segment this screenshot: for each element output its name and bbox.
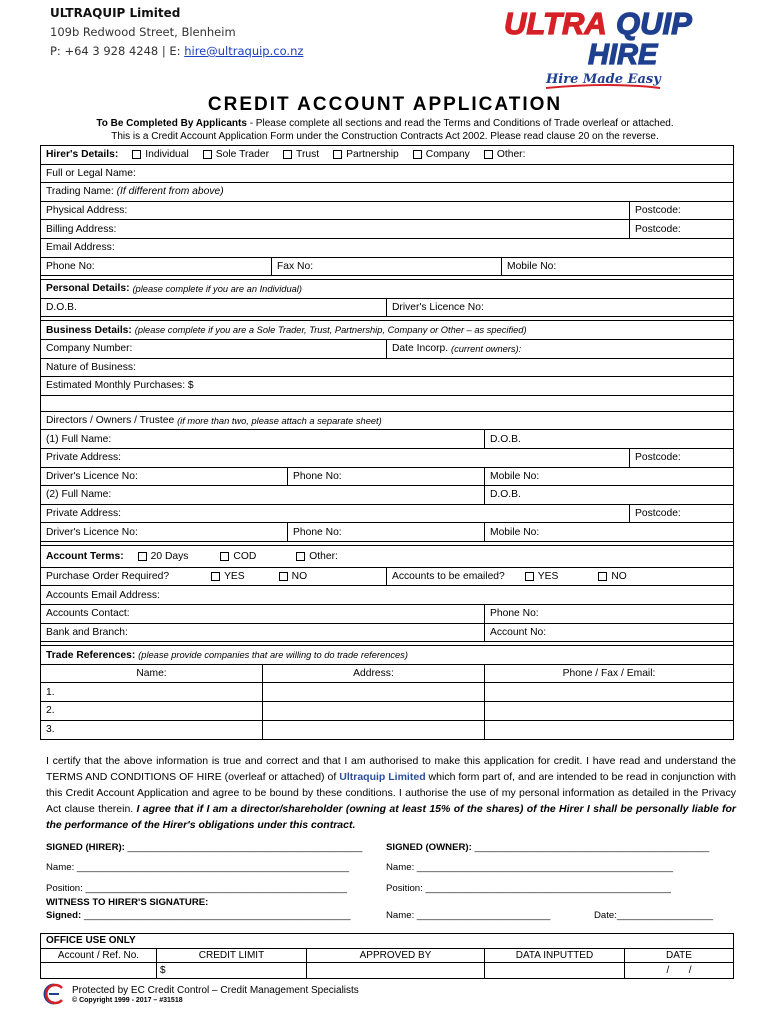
trade-references-header: Trade References: (please provide companies that are willing to do trade references) bbox=[41, 646, 733, 665]
form-title: CREDIT ACCOUNT APPLICATION bbox=[207, 94, 563, 115]
trade-references-columns: Name: Address: Phone / Fax / Email: bbox=[41, 665, 733, 684]
checkbox-po-no[interactable] bbox=[279, 572, 288, 581]
owner-position-line[interactable]: Position: ______________________________________________ bbox=[386, 883, 671, 894]
billing-postcode-field[interactable]: Postcode: bbox=[635, 223, 681, 235]
signed-owner-line[interactable]: SIGNED (OWNER): ____________________________________________ bbox=[386, 842, 710, 853]
ec-logo-icon bbox=[42, 983, 66, 1005]
director1-name-row bbox=[41, 430, 733, 449]
logo-word-hire: HIRE bbox=[588, 39, 658, 71]
email-field[interactable]: Email Address: bbox=[41, 239, 733, 258]
director1-name-field[interactable]: (1) Full Name: bbox=[41, 430, 485, 448]
billing-address-row bbox=[41, 220, 733, 239]
company-contact: P: +64 3 928 4248 | E: hire@ultraquip.co.nz bbox=[50, 44, 304, 58]
personal-row bbox=[41, 299, 733, 318]
director2-address-field[interactable]: Private Address: bbox=[41, 505, 630, 523]
director1-address-field[interactable]: Private Address: bbox=[41, 449, 630, 467]
logo-tagline: Hire Made Easy bbox=[546, 72, 661, 87]
account-terms-row: Account Terms: 20 Days COD Other: bbox=[41, 546, 733, 568]
company-number-field[interactable]: Company Number: bbox=[41, 340, 387, 358]
office-use-table: OFFICE USE ONLY Account / Ref. No. CREDIT LIMIT APPROVED BY DATA INPUTTED DATE $ / / bbox=[40, 933, 734, 979]
office-use-title: OFFICE USE ONLY bbox=[46, 935, 136, 947]
trade-reference-row[interactable]: 2. bbox=[41, 702, 733, 721]
director2-phone-field[interactable]: Phone No: bbox=[288, 523, 485, 541]
accounts-phone-field[interactable]: Phone No: bbox=[490, 608, 539, 620]
director1-mobile-field[interactable]: Mobile No: bbox=[490, 470, 540, 482]
monthly-purchases-field[interactable]: Estimated Monthly Purchases: $ bbox=[41, 377, 733, 396]
checkbox-20-days[interactable] bbox=[138, 552, 147, 561]
company-name: ULTRAQUIP Limited bbox=[50, 6, 181, 20]
director2-licence-row bbox=[41, 523, 733, 542]
checkbox-trust[interactable] bbox=[283, 150, 292, 159]
footer-copyright: © Copyright 1999 - 2017 – #31518 bbox=[72, 996, 183, 1004]
director1-licence-field[interactable]: Driver's Licence No: bbox=[41, 468, 288, 486]
bank-branch-field[interactable]: Bank and Branch: bbox=[41, 624, 485, 642]
form-subtitle: To Be Completed By Applicants - Please complete all sections and read the Terms and Conditions of Trade overleaf or attached. This is a Credit Account Application Form under the Construction Contracts Act 2002. Please read clause 20 on the reverse. bbox=[96, 118, 674, 142]
witness-date-line[interactable]: Date:__________________ bbox=[594, 910, 713, 921]
director1-address-row bbox=[41, 449, 733, 468]
ultraquip-logo bbox=[500, 4, 732, 92]
company-address: 109b Redwood Street, Blenheim bbox=[50, 25, 236, 39]
checkbox-cod[interactable] bbox=[220, 552, 229, 561]
nature-of-business-field[interactable]: Nature of Business: bbox=[41, 359, 733, 378]
personal-details-header: Personal Details: (please complete if you are an Individual) bbox=[41, 280, 733, 299]
hirer-position-line[interactable]: Position: _________________________________________________ bbox=[46, 883, 347, 894]
office-date-field[interactable]: / / bbox=[666, 964, 692, 976]
director1-postcode-field[interactable]: Postcode: bbox=[635, 452, 681, 464]
logo-word-ultra: ULTRA bbox=[504, 6, 607, 41]
billing-address-field[interactable]: Billing Address: bbox=[41, 220, 630, 238]
director2-mobile-field[interactable]: Mobile No: bbox=[490, 526, 540, 538]
company-header bbox=[50, 6, 303, 58]
witness-name-line[interactable]: Name: _________________________ bbox=[386, 910, 551, 921]
company-row bbox=[41, 340, 733, 359]
credit-form bbox=[40, 145, 734, 740]
office-approved-field[interactable] bbox=[307, 963, 485, 978]
business-details-header: Business Details: (please complete if you are a Sole Trader, Trust, Partnership, Company or Other – as specified) bbox=[41, 321, 733, 340]
checkbox-partnership[interactable] bbox=[333, 150, 342, 159]
date-incorp-field[interactable]: Date Incorp. (current owners): bbox=[392, 343, 522, 355]
trade-reference-row[interactable]: 1. bbox=[41, 683, 733, 702]
checkbox-sole-trader[interactable] bbox=[203, 150, 212, 159]
hirer-label: Hirer's Details: bbox=[46, 149, 119, 161]
certification-text: I certify that the above information is true and correct and that I am authorised to make this application for credit. I have read and understand the TERMS AND CONDITIONS OF HIRE (overleaf or attached) of Ultraquip Limited which form part of, and are intended to be read in conjunction with this Credit Account Application and agree to be bound by these conditions. I authorise the use of my personal information as detailed in the Privacy Act clause therein. I agree that if I am a director/shareholder (owning at least 15% of the shares) of the Hirer I shall be personally liable for the performance of the Hirer's obligations under this contract. bbox=[46, 755, 737, 831]
witness-signed-line[interactable]: Signed: __________________________________________________ bbox=[46, 910, 351, 921]
logo-word-quip: QUIP bbox=[616, 6, 692, 41]
checkbox-email-yes[interactable] bbox=[525, 572, 534, 581]
director2-name-row bbox=[41, 486, 733, 505]
witness-label: WITNESS TO HIRER'S SIGNATURE: bbox=[46, 897, 209, 908]
drivers-licence-field[interactable]: Driver's Licence No: bbox=[392, 302, 484, 314]
directors-header: Directors / Owners / Trustee (if more than two, please attach a separate sheet) bbox=[41, 412, 733, 431]
accounts-contact-row bbox=[41, 605, 733, 624]
checkbox-other-terms[interactable] bbox=[296, 552, 305, 561]
physical-address-row bbox=[41, 202, 733, 221]
phone-row bbox=[41, 258, 733, 277]
fax-field[interactable]: Fax No: bbox=[272, 258, 502, 276]
director2-name-field[interactable]: (2) Full Name: bbox=[41, 486, 485, 504]
director1-licence-row bbox=[41, 468, 733, 487]
phone-field[interactable]: Phone No: bbox=[41, 258, 272, 276]
checkbox-po-yes[interactable] bbox=[211, 572, 220, 581]
hirer-name-line[interactable]: Name: ___________________________________________________ bbox=[46, 862, 350, 873]
accounts-contact-field[interactable]: Accounts Contact: bbox=[41, 605, 485, 623]
signed-hirer-line[interactable]: SIGNED (HIRER): ____________________________________________ bbox=[46, 842, 363, 853]
account-no-field[interactable]: Account No: bbox=[490, 626, 547, 638]
director2-postcode-field[interactable]: Postcode: bbox=[635, 507, 681, 519]
physical-postcode-field[interactable]: Postcode: bbox=[635, 205, 681, 217]
office-data-inputted-field[interactable] bbox=[485, 963, 625, 978]
director1-dob-field[interactable]: D.O.B. bbox=[490, 433, 521, 445]
purchase-order-row: Purchase Order Required? YES NO Accounts to be emailed? YES NO bbox=[41, 568, 733, 587]
footer bbox=[42, 983, 359, 1005]
full-name-field[interactable]: Full or Legal Name: bbox=[41, 165, 733, 184]
checkbox-email-no[interactable] bbox=[598, 572, 607, 581]
checkbox-individual[interactable] bbox=[132, 150, 141, 159]
director2-address-row bbox=[41, 505, 733, 524]
director2-licence-field[interactable]: Driver's Licence No: bbox=[41, 523, 288, 541]
owner-name-line[interactable]: Name: ________________________________________________ bbox=[386, 862, 674, 873]
director2-dob-field[interactable]: D.O.B. bbox=[490, 489, 521, 501]
director1-phone-field[interactable]: Phone No: bbox=[288, 468, 485, 486]
footer-protected: Protected by EC Credit Control – Credit Management Specialists bbox=[72, 984, 359, 996]
physical-address-field[interactable]: Physical Address: bbox=[41, 202, 630, 220]
hirer-type-row: Hirer's Details: Individual Sole Trader Trust Partnership Company Other: bbox=[41, 146, 733, 165]
checkbox-other[interactable] bbox=[484, 150, 493, 159]
trading-name-field[interactable]: Trading Name: (If different from above) bbox=[41, 183, 733, 202]
checkbox-company[interactable] bbox=[413, 150, 422, 159]
trade-reference-row[interactable]: 3. bbox=[41, 721, 733, 740]
account-terms-label: Account Terms: bbox=[46, 550, 124, 562]
bank-row bbox=[41, 624, 733, 643]
office-account-ref-field[interactable] bbox=[41, 963, 157, 978]
email-link[interactable]: hire@ultraquip.co.nz bbox=[184, 44, 304, 58]
accounts-email-field[interactable]: Accounts Email Address: bbox=[41, 586, 733, 605]
dob-field[interactable]: D.O.B. bbox=[41, 299, 387, 317]
office-credit-limit-field[interactable]: $ bbox=[157, 963, 307, 978]
mobile-field[interactable]: Mobile No: bbox=[507, 260, 557, 272]
